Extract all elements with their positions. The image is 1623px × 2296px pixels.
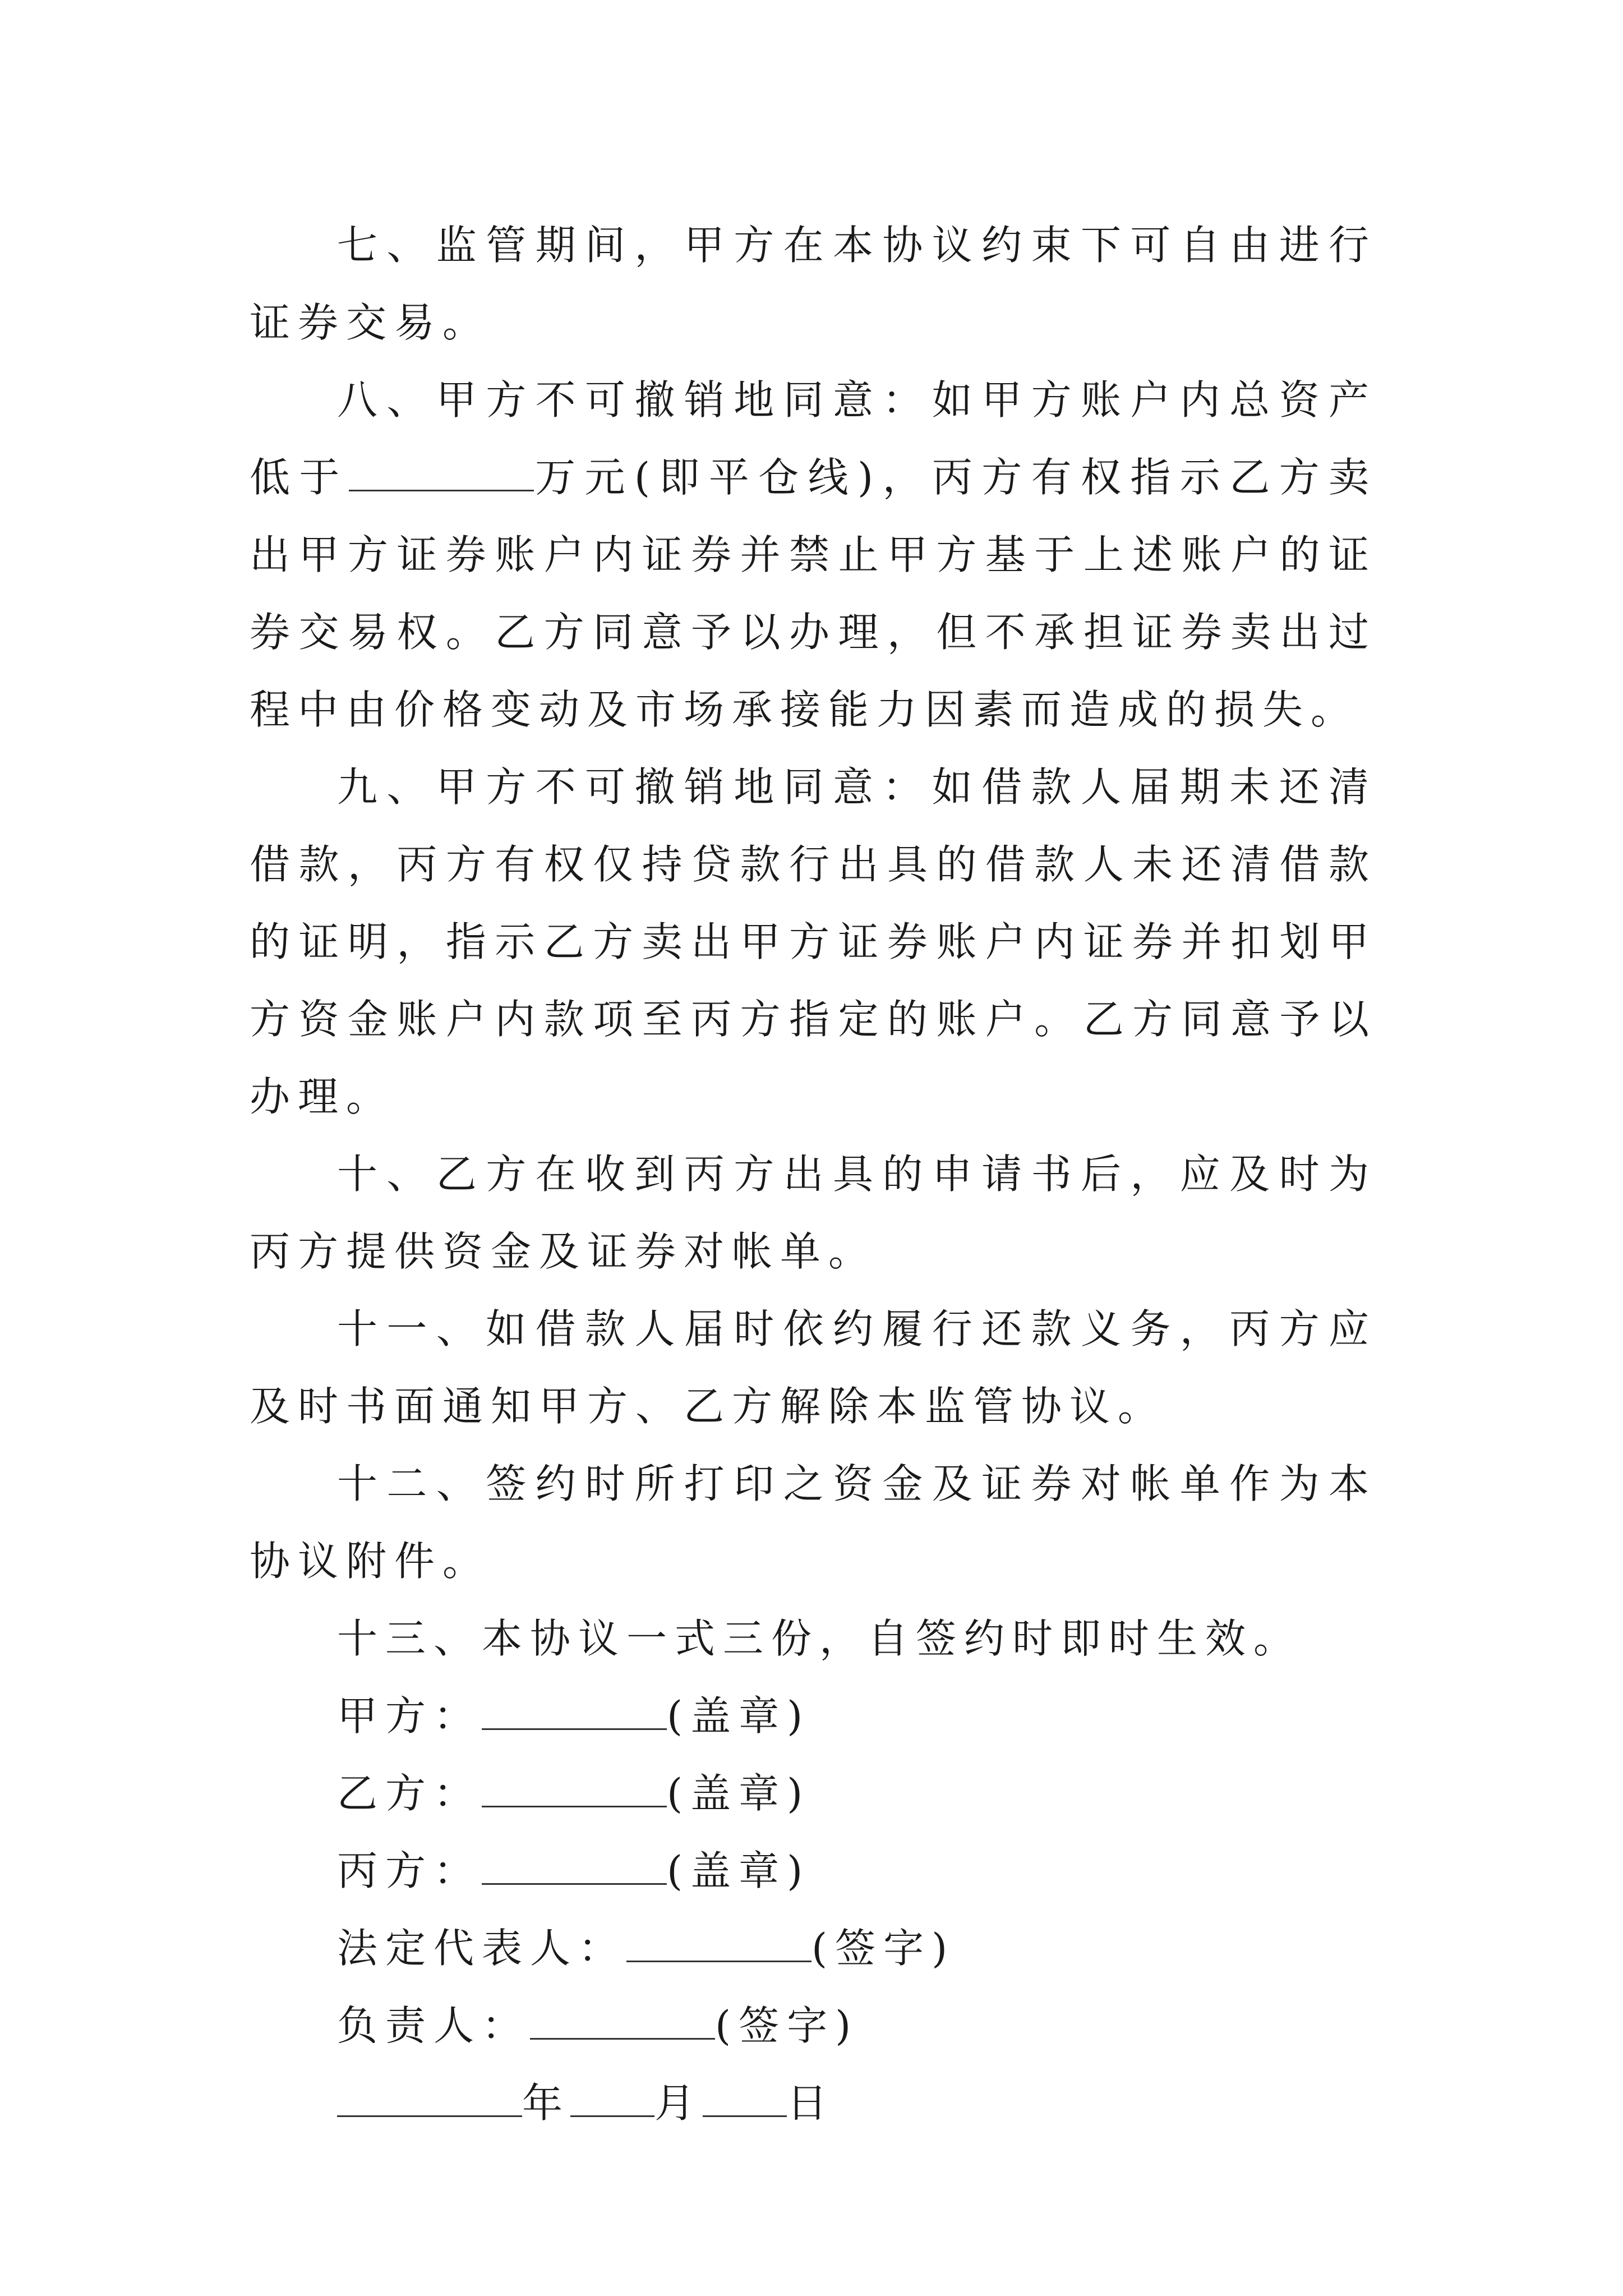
party-b-seal-note: (盖章) — [667, 1770, 811, 1817]
party-a-label: 甲方： — [337, 1692, 482, 1740]
clause-9: 九、甲方不可撤销地同意：如借款人届期未还清借款，丙方有权仅持贷款行出具的借款人未还清借款的证明，指示乙方卖出甲方证券账户内证券并扣划甲方资金账户内款项至丙方指定的账户。乙方同意予以办理。 — [250, 763, 1377, 1120]
person-in-charge-line — [250, 1987, 1377, 2064]
party-a-signature-line — [250, 1677, 1377, 1755]
year-label: 年 — [522, 2079, 571, 2127]
month-label: 月 — [654, 2079, 703, 2127]
party-a-seal-note: (盖章) — [667, 1692, 811, 1740]
clause-7: 七、监管期间，甲方在本协议约束下可自由进行证券交易。 — [250, 222, 1377, 346]
party-c-signature-line — [250, 1832, 1377, 1910]
person-in-charge-blank — [530, 1990, 715, 2040]
person-in-charge-label: 负责人： — [337, 2002, 531, 2049]
clause-13: 十三、本协议一式三份，自签约时即时生效。 — [337, 1615, 1302, 1662]
clause-12: 十二、签约时所打印之资金及证券对帐单作为本协议附件。 — [250, 1460, 1377, 1585]
clause-8 — [250, 361, 1377, 748]
clause-11: 十一、如借款人届时依约履行还款义务，丙方应及时书面通知甲方、乙方解除本监管协议。 — [250, 1305, 1377, 1430]
month-blank — [570, 2067, 654, 2117]
party-c-seal-note: (盖章) — [667, 1847, 811, 1894]
agreement-body — [250, 206, 1377, 2142]
clause-8-text-before: 八、甲方不可撤销地同意：如甲方账户内总资产低于 — [250, 376, 1377, 501]
date-line — [250, 2064, 1377, 2142]
legal-rep-blank — [626, 1912, 811, 1962]
clause-10: 十、乙方在收到丙方出具的申请书后，应及时为丙方提供资金及证券对帐单。 — [250, 1151, 1377, 1275]
legal-rep-sign-note: (签字) — [811, 1925, 956, 1972]
legal-representative-line — [250, 1910, 1377, 1987]
person-in-charge-sign-note: (签字) — [715, 2002, 859, 2049]
party-c-label: 丙方： — [337, 1847, 482, 1894]
party-c-blank — [482, 1835, 667, 1885]
year-blank — [337, 2067, 522, 2117]
party-b-signature-line — [250, 1755, 1377, 1832]
party-a-blank — [482, 1680, 667, 1730]
liquidation-amount-blank — [349, 441, 534, 491]
legal-rep-label: 法定代表人： — [337, 1925, 627, 1972]
day-label: 日 — [787, 2079, 836, 2127]
day-blank — [703, 2067, 787, 2117]
party-b-blank — [482, 1757, 667, 1807]
party-b-label: 乙方： — [337, 1770, 482, 1817]
clause-8-text-after: 万元(即平仓线)，丙方有权指示乙方卖出甲方证券账户内证券并禁止甲方基于上述账户的证券交易权。乙方同意予以办理，但不承担证券卖出过程中由价格变动及市场承接能力因素而造成的损失。 — [250, 454, 1377, 733]
